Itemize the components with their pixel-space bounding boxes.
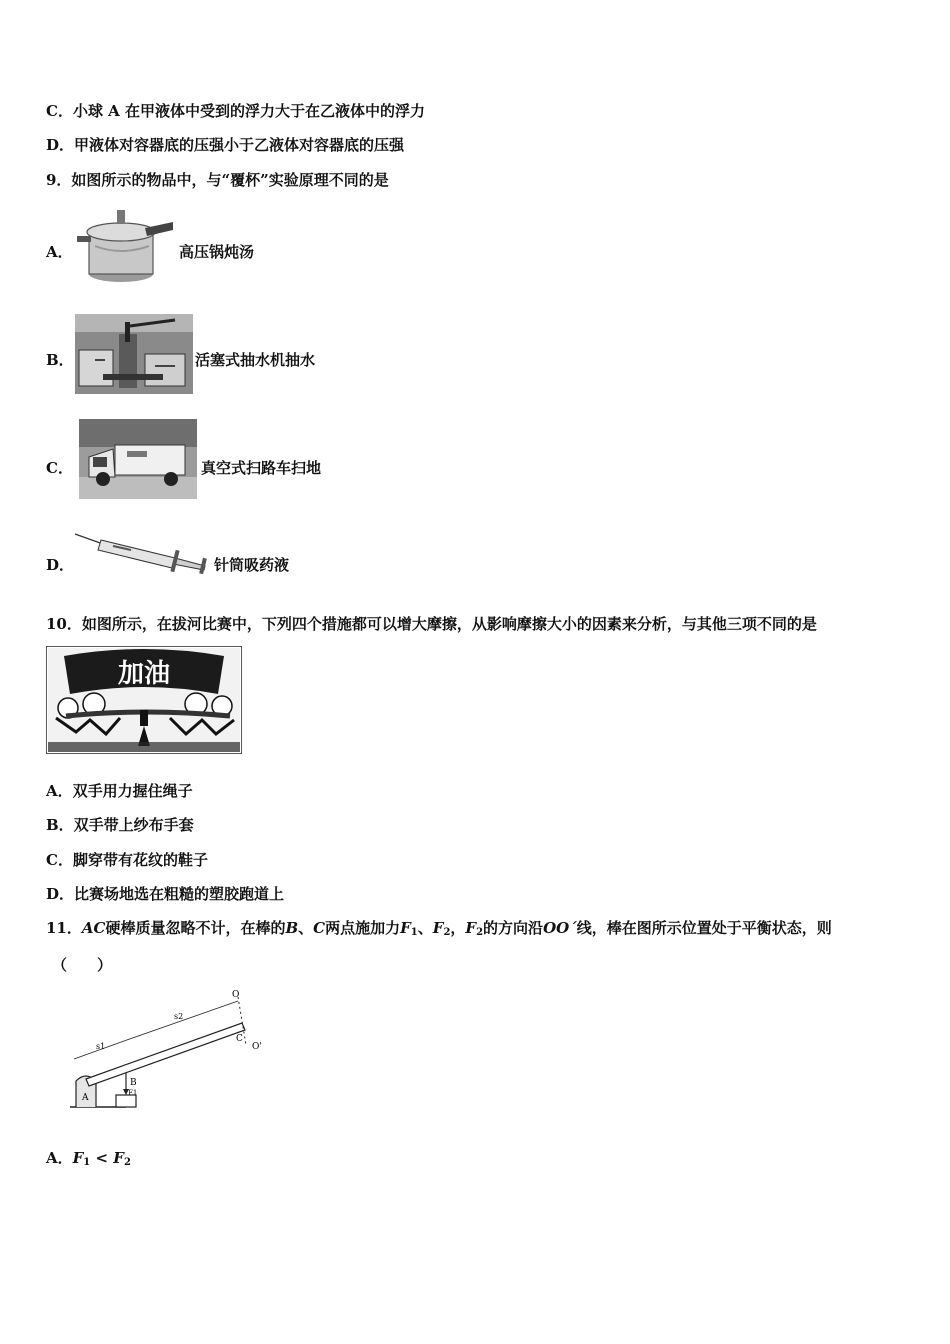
q11-sep1: 、	[298, 919, 314, 937]
q11-oo-line: OO´	[543, 919, 577, 937]
q11-option-a-f2: F	[113, 1149, 124, 1167]
q11-answer-blank: （ ）	[52, 956, 113, 974]
syringe-image	[73, 528, 209, 574]
q11-comma: ，	[450, 919, 466, 937]
q11-point-c: C	[313, 919, 326, 937]
q10-stem: 10．如图所示，在拔河比赛中，下列四个措施都可以增大摩擦，从影响摩擦大小的因素来分析，与其他三项不同的是	[46, 615, 817, 633]
q9-option-a-caption: 高压锅炖汤	[179, 243, 255, 261]
q11-option-a-lt: <	[90, 1149, 114, 1167]
q10-option-c: C．脚穿带有花纹的鞋子	[46, 851, 208, 869]
road-sweeper-image	[79, 419, 197, 499]
q9-stem: 9．如图所示的物品中，与“覆杯”实验原理不同的是	[46, 171, 389, 189]
label-c: C	[236, 1034, 243, 1044]
q11-option-a	[46, 1148, 131, 1173]
piston-pump-image	[75, 314, 193, 394]
q11-rod: AC	[81, 919, 106, 937]
label-o-prime: O'	[252, 1042, 262, 1052]
q11-f1: F	[400, 919, 411, 937]
label-s2: s2	[174, 1012, 184, 1021]
q10-option-a: A．双手用力握住绳子	[46, 782, 193, 800]
q11-f2-sub: 2	[443, 927, 451, 938]
q11-stem-a: 硬棒质量忽略不计，在棒的	[105, 919, 286, 937]
label-o: O	[232, 990, 240, 1000]
q9-option-b-label: B．	[46, 351, 74, 369]
q11-f2b: F	[465, 919, 477, 937]
lever-diagram	[66, 985, 292, 1113]
pressure-cooker-image	[75, 206, 175, 284]
q11-sep2: 、	[417, 919, 433, 937]
q9-option-d-label: D．	[46, 556, 75, 574]
q11-point-b: B	[285, 919, 299, 937]
q11-option-a-f2-sub: 2	[123, 1157, 131, 1168]
label-s1: s1	[96, 1042, 106, 1051]
q11-f2b-sub: 2	[476, 927, 484, 938]
q11-stem-d: 线，棒在图所示位置处于平衡状态，则	[576, 919, 832, 937]
q11-f2: F	[432, 919, 444, 937]
q10-option-d: D．比赛场地选在粗糙的塑胶跑道上	[46, 885, 285, 903]
q11-option-a-f1: F	[72, 1149, 84, 1167]
q8-option-d: D．甲液体对容器底的压强小于乙液体对容器底的压强	[46, 136, 405, 154]
q9-option-d-caption: 针筒吸药液	[214, 556, 290, 574]
q11-number: 11．	[46, 919, 82, 937]
label-f1: F1	[128, 1089, 138, 1097]
q9-option-b-caption: 活塞式抽水机抽水	[195, 351, 316, 369]
tug-of-war-image	[46, 646, 242, 754]
q8-option-c: C．小球 A 在甲液体中受到的浮力大于在乙液体中的浮力	[46, 102, 426, 120]
q11-stem-c: 的方向沿	[483, 919, 544, 937]
q11-stem-b: 两点施加力	[325, 919, 401, 937]
label-a: A	[82, 1093, 89, 1103]
q9-option-a-label: A．	[46, 243, 73, 261]
q9-option-c-caption: 真空式扫路车扫地	[201, 459, 322, 477]
q11-option-a-f1-sub: 1	[83, 1157, 91, 1168]
banner-text: 加油	[117, 659, 171, 689]
q11-option-a-label: A．	[46, 1149, 73, 1167]
q11-stem	[46, 918, 832, 943]
q11-f1-sub: 1	[410, 927, 418, 938]
q9-option-c-label: C．	[46, 459, 73, 477]
q10-option-b: B．双手带上纱布手套	[46, 816, 194, 834]
label-b: B	[130, 1078, 137, 1088]
